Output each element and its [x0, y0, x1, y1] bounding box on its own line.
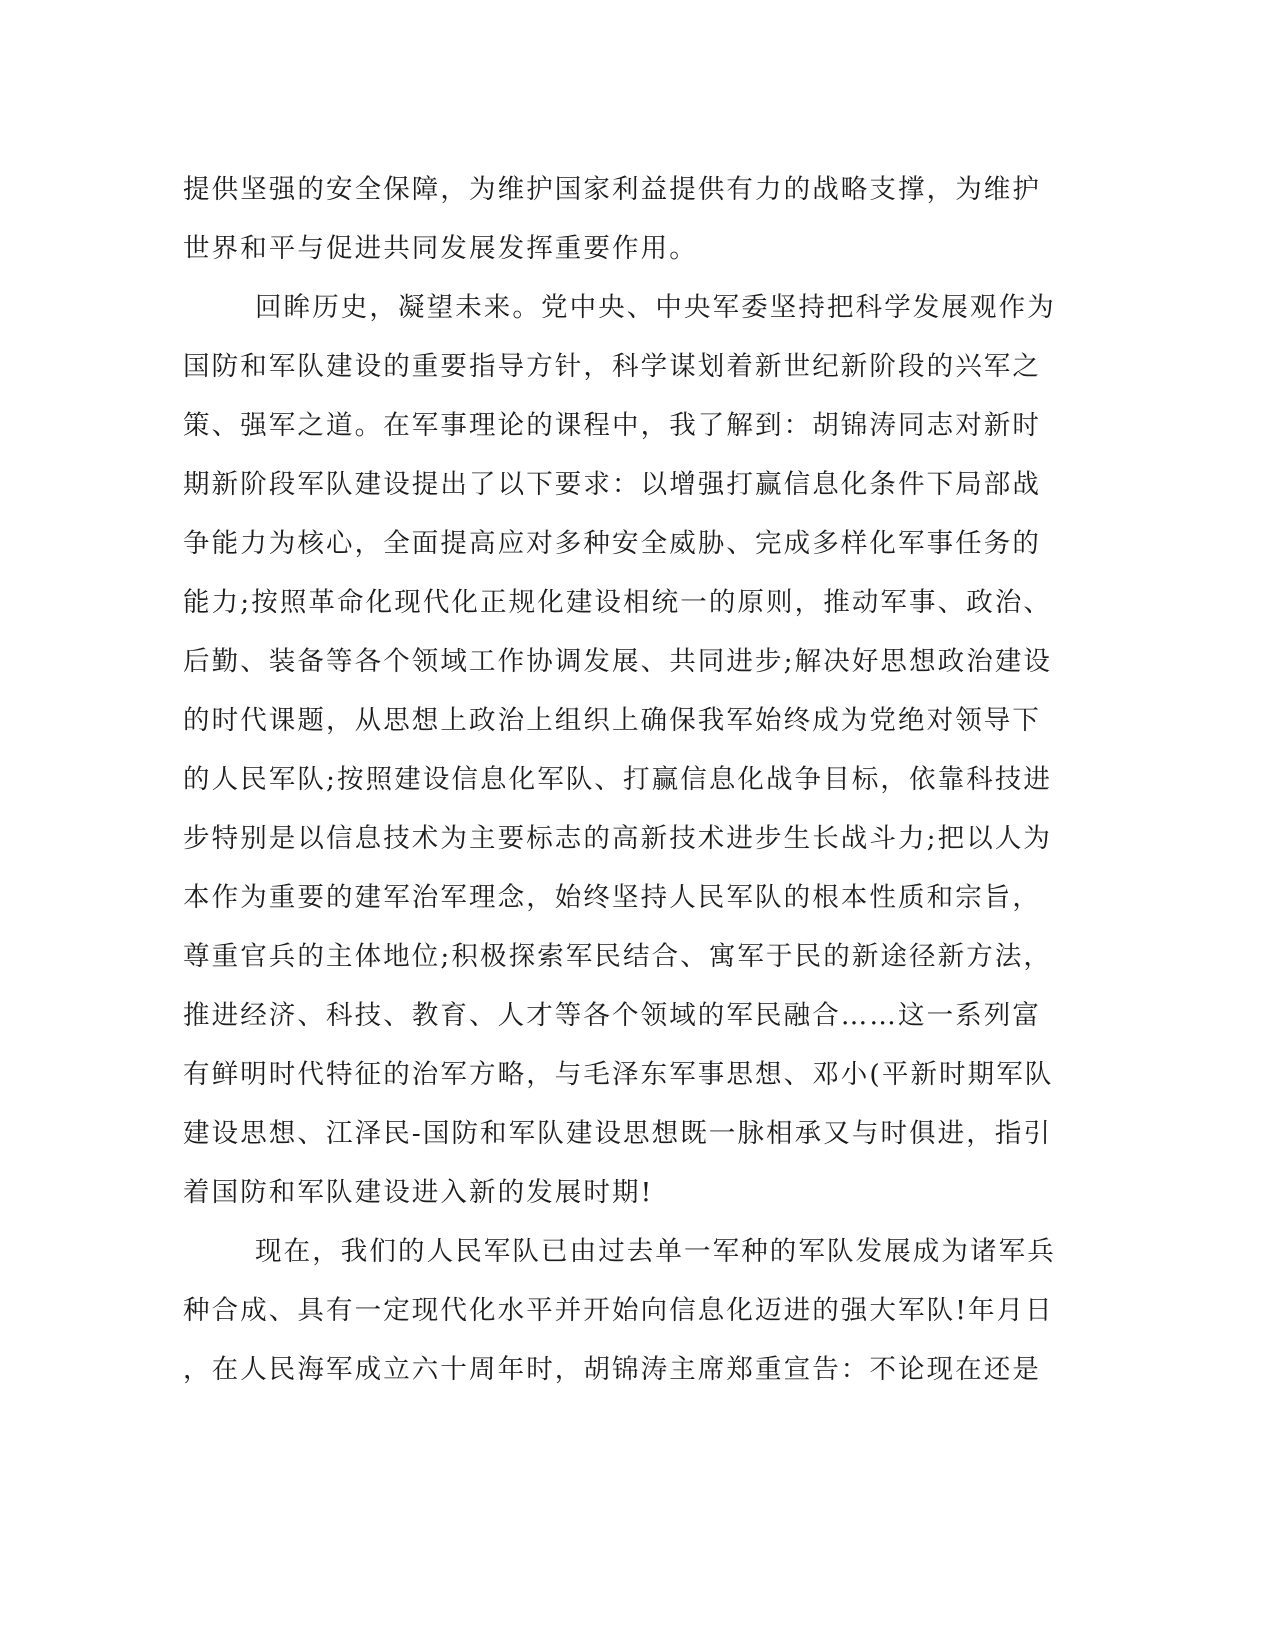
text-line: 策、强军之道。在军事理论的课程中，我了解到：胡锦涛同志对新时 [183, 410, 1041, 441]
text-line: 尊重官兵的主体地位;积极探索军民结合、寓军于民的新途径新方法， [183, 941, 1053, 972]
text-line: 的时代课题，从思想上政治上组织上确保我军始终成为党绝对领导下 [183, 705, 1041, 736]
text-line: 建设思想、江泽民-国防和军队建设思想既一脉相承又与时俱进，指引 [183, 1118, 1053, 1149]
text-line: ，在人民海军成立六十周年时，胡锦涛主席郑重宣告：不论现在还是 [183, 1354, 1041, 1385]
text-line: 争能力为核心，全面提高应对多种安全威胁、完成多样化军事任务的 [183, 528, 1041, 559]
text-line: 种合成、具有一定现代化水平并开始向信息化迈进的强大军队!年月日 [183, 1295, 1054, 1326]
text-line: 着国防和军队建设进入新的发展时期! [183, 1177, 654, 1208]
text-line: 的人民军队;按照建设信息化军队、打赢信息化战争目标，依靠科技进 [183, 764, 1053, 795]
text-line: 能力;按照革命化现代化正规化建设相统一的原则，推动军事、政治、 [183, 587, 1053, 618]
text-line: 本作为重要的建军治军理念，始终坚持人民军队的根本性质和宗旨， [183, 882, 1041, 913]
document-body [183, 160, 1056, 1399]
text-line: 后勤、装备等各个领域工作协调发展、共同进步;解决好思想政治建设 [183, 646, 1053, 677]
text-line: 国防和军队建设的重要指导方针，科学谋划着新世纪新阶段的兴军之 [183, 351, 1041, 382]
text-line: 推进经济、科技、教育、人才等各个领域的军民融合……这一系列富 [183, 1000, 1041, 1031]
text-line: 提供坚强的安全保障，为维护国家利益提供有力的战略支撑，为维护 [183, 174, 1041, 205]
paragraph-start-line: 现在，我们的人民军队已由过去单一军种的军队发展成为诸军兵 [255, 1236, 1056, 1267]
text-line: 步特别是以信息技术为主要标志的高新技术进步生长战斗力;把以人为 [183, 823, 1053, 854]
text-line: 有鲜明时代特征的治军方略，与毛泽东军事思想、邓小(平新时期军队 [183, 1059, 1054, 1090]
text-line: 世界和平与促进共同发展发挥重要作用。 [183, 233, 698, 264]
paragraph-start-line: 回眸历史，凝望未来。党中央、中央军委坚持把科学发展观作为 [255, 292, 1056, 323]
text-line: 期新阶段军队建设提出了以下要求：以增强打赢信息化条件下局部战 [183, 469, 1041, 500]
